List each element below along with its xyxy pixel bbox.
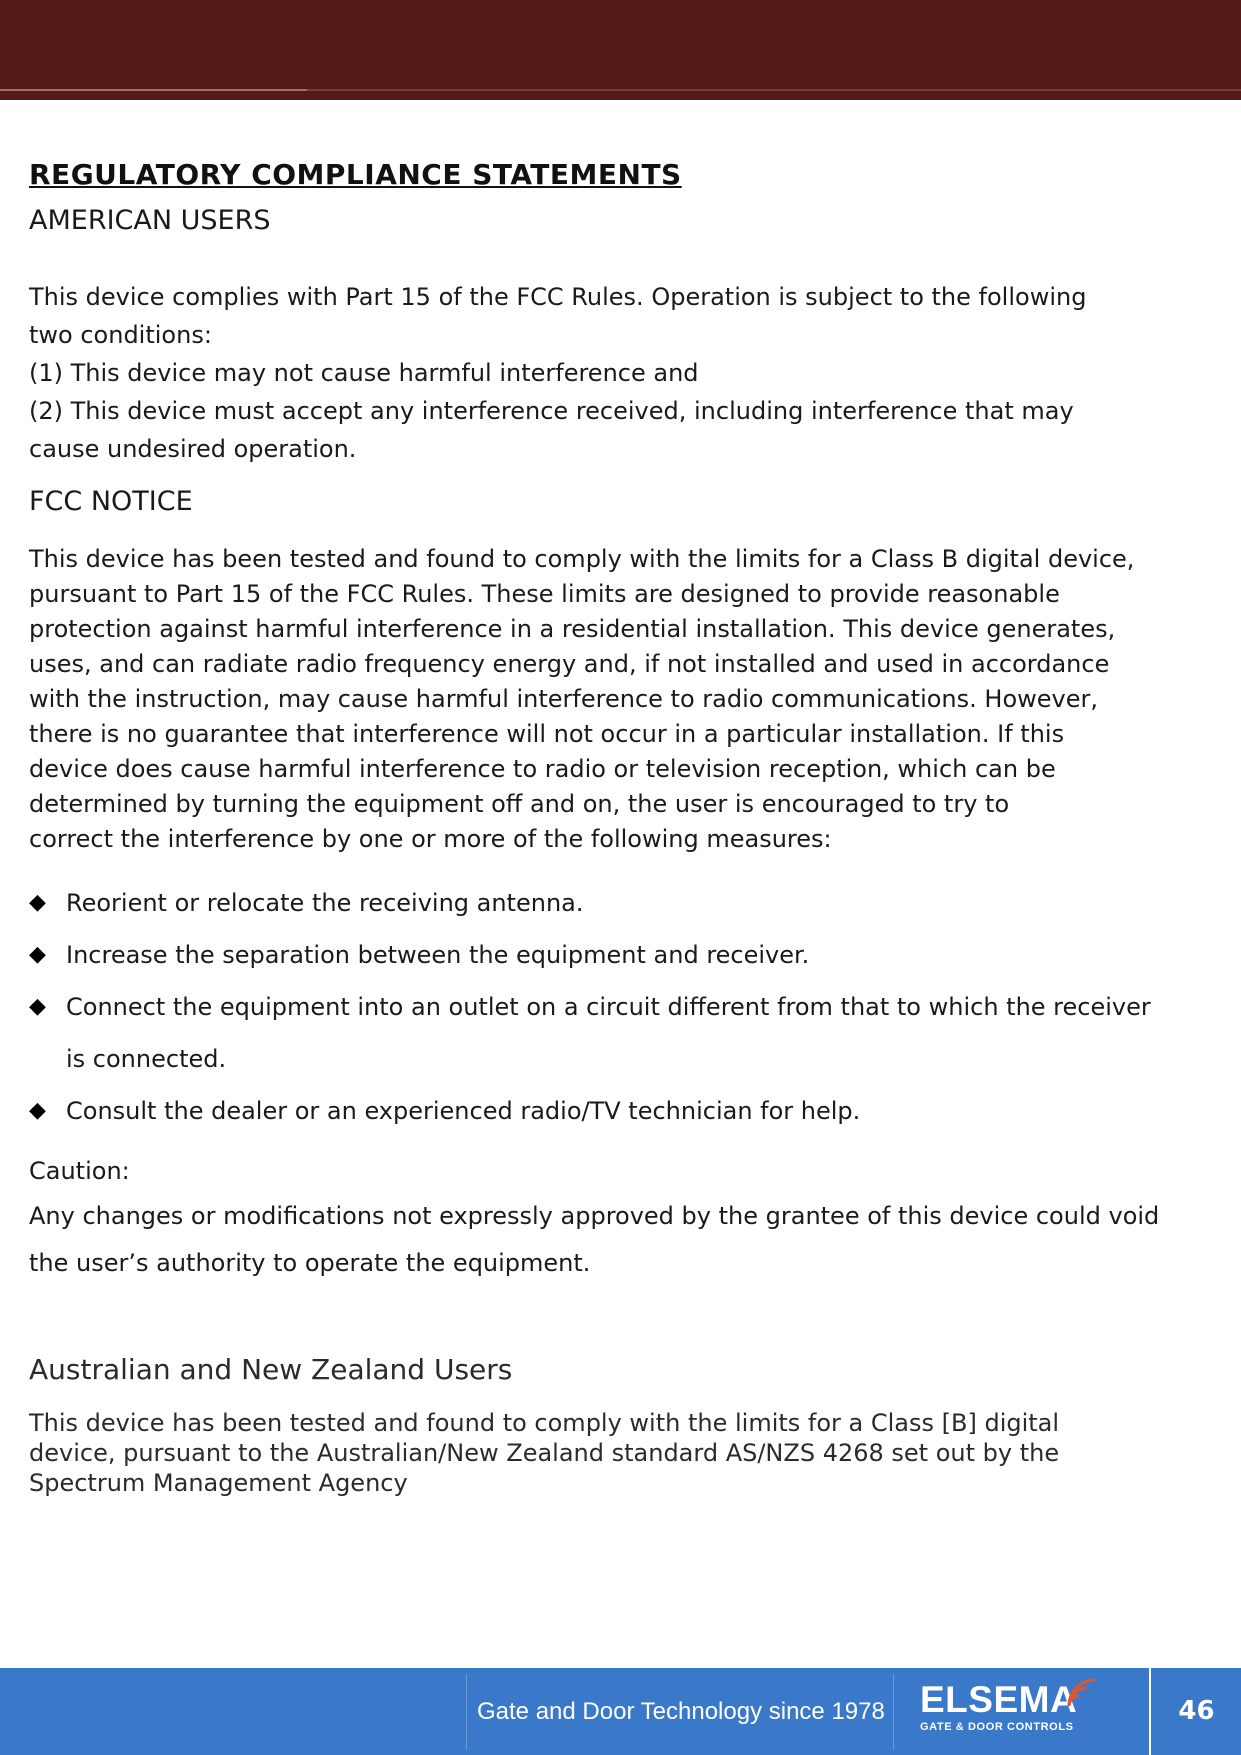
list-item	[29, 1085, 1219, 1137]
caution-body	[29, 1193, 1219, 1287]
footer-divider	[466, 1674, 467, 1750]
wireless-waves-icon	[1065, 1676, 1101, 1712]
caution-line: the user’s authority to operate the equipment.	[29, 1249, 591, 1277]
measure-text-continued: is connected.	[66, 1045, 227, 1073]
fcc-compliance-intro	[29, 278, 1219, 468]
measures-list	[29, 877, 1219, 1137]
list-item	[29, 929, 1219, 981]
measure-text: Reorient or relocate the receiving antenna.	[66, 889, 584, 917]
page-number-divider	[1149, 1668, 1151, 1755]
banner-rule-accent	[0, 89, 307, 91]
section-title-american-users: AMERICAN USERS	[29, 205, 271, 236]
diamond-bullet-icon: ◆	[29, 1098, 46, 1123]
top-banner	[0, 0, 1241, 100]
fcc-body-line: device does cause harmful interference to radio or television reception, which can be	[29, 755, 1056, 783]
fcc-body-line: This device has been tested and found to comply with the limits for a Class B digital device,	[29, 545, 1135, 573]
fcc-body-line: determined by turning the equipment off and on, the user is encouraged to try to	[29, 790, 1010, 818]
caution-label: Caution:	[29, 1157, 130, 1185]
logo-subtitle: GATE & DOOR CONTROLS	[920, 1721, 1074, 1733]
page-number: 46	[1178, 1696, 1215, 1726]
list-item	[29, 981, 1219, 1085]
measure-text: Connect the equipment into an outlet on a circuit different from that to which the receiver	[66, 993, 1151, 1021]
diamond-bullet-icon: ◆	[29, 994, 46, 1019]
fcc-body-line: protection against harmful interference in a residential installation. This device generates,	[29, 615, 1116, 643]
diamond-bullet-icon: ◆	[29, 890, 46, 915]
footer-bar	[0, 1668, 1241, 1755]
list-item	[29, 877, 1219, 929]
footer-divider	[893, 1674, 894, 1750]
logo-brand-text: ELSEMA	[920, 1679, 1078, 1720]
australia-nz-body	[29, 1408, 1219, 1498]
fcc-notice-body	[29, 542, 1219, 857]
fcc-body-line: there is no guarantee that interference will not occur in a particular installation. If this	[29, 720, 1065, 748]
page-content	[29, 158, 1219, 1498]
intro-line: two conditions:	[29, 321, 212, 349]
intro-line: (2) This device must accept any interference received, including interference that may	[29, 397, 1074, 425]
measure-text: Increase the separation between the equipment and receiver.	[66, 941, 810, 969]
page-heading: REGULATORY COMPLIANCE STATEMENTS	[29, 158, 682, 191]
fcc-body-line: correct the interference by one or more of the following measures:	[29, 825, 832, 853]
au-line: Spectrum Management Agency	[29, 1469, 408, 1497]
au-line: device, pursuant to the Australian/New Zealand standard AS/NZS 4268 set out by the	[29, 1439, 1060, 1467]
intro-line: This device complies with Part 15 of the FCC Rules. Operation is subject to the following	[29, 283, 1087, 311]
elsema-logo	[920, 1680, 1100, 1744]
footer-tagline: Gate and Door Technology since 1978	[477, 1698, 885, 1725]
fcc-body-line: pursuant to Part 15 of the FCC Rules. These limits are designed to provide reasonable	[29, 580, 1060, 608]
intro-line: cause undesired operation.	[29, 435, 357, 463]
section-title-australia-nz: Australian and New Zealand Users	[29, 1353, 513, 1386]
section-title-fcc-notice: FCC NOTICE	[29, 486, 193, 517]
diamond-bullet-icon: ◆	[29, 942, 46, 967]
fcc-body-line: uses, and can radiate radio frequency energy and, if not installed and used in accordance	[29, 650, 1110, 678]
au-line: This device has been tested and found to comply with the limits for a Class [B] digital	[29, 1409, 1060, 1437]
fcc-body-line: with the instruction, may cause harmful interference to radio communications. However,	[29, 685, 1098, 713]
caution-line: Any changes or modifications not expressly approved by the grantee of this device could void	[29, 1202, 1160, 1230]
intro-line: (1) This device may not cause harmful interference and	[29, 359, 699, 387]
measure-text: Consult the dealer or an experienced radio/TV technician for help.	[66, 1097, 861, 1125]
